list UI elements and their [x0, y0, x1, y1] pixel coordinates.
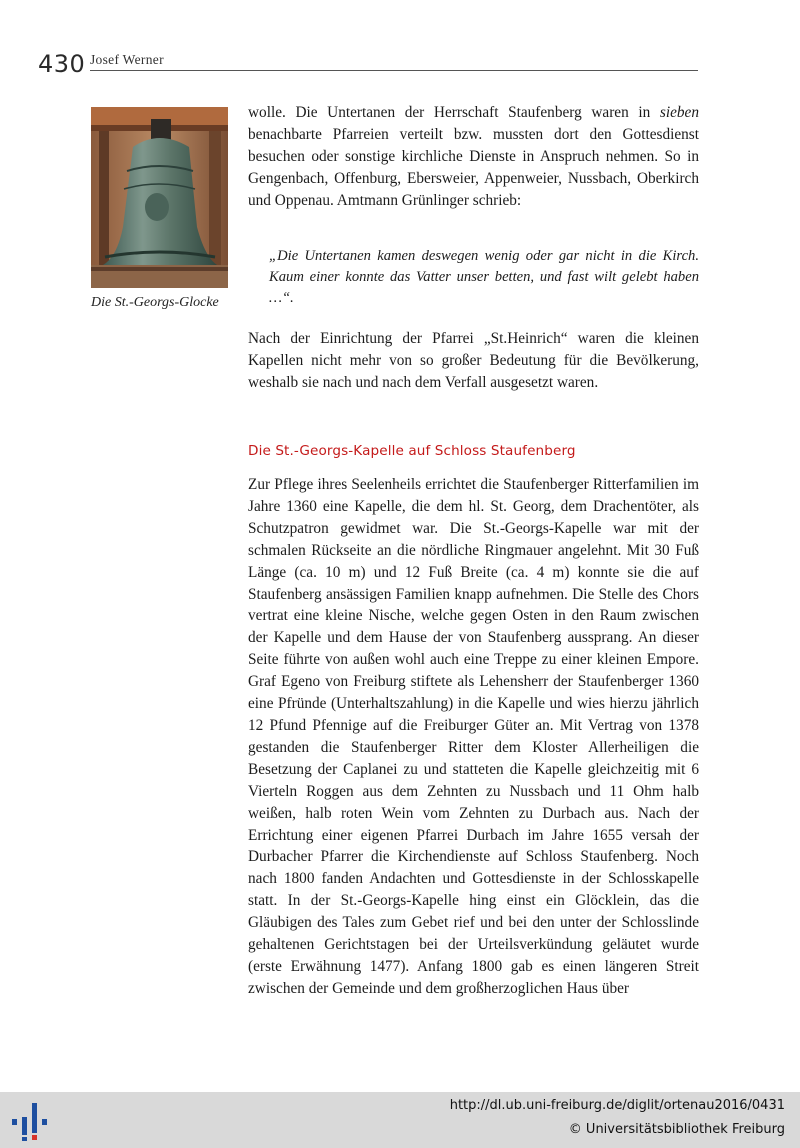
paragraph-intro-part1: wolle. Die Untertanen der Herrschaft Staufenberg waren in [248, 104, 660, 121]
paragraph-kapelle: Zur Pflege ihres Seelenheils errichtet die Staufenberger Ritterfamilien im Jahre 1360 eine Kapelle, die dem hl. St. Georg, dem Drachentöter, als Schutzpatron gewidmet war. Die St.-Georgs-Kapelle war mit der schmalen Rückseite an die nördliche Ringmauer angelehnt. Mit 30 Fuß Länge (ca. 10 m) und 12 Fuß Breite (ca. 4 m) konnte sie die auf Staufenberg ansässigen Familien knapp aufnehmen. Die Stelle des Chors vertrat eine kleine Nische, welche gegen Osten in den Raum zwischen der Kapelle und dem Hause der von Staufenberg aussprang. An dieser Seite führte von außen wohl auch eine Treppe zu einer kleinen Empore. Graf Egeno von Freiburg stiftete als Lehensherr der Staufenberger 1360 eine Pfründe (Unterhaltszahlung) in die Kapelle und wies hierzu jährlich 12 Pfund Pfennige auf die Freiburger Güter an. Mit Vertrag von 1378 gestanden die Staufenberger Ritter dem Kloster Allerheiligen die Besetzung der Caplanei zu und statteten die Kapelle gleichzeitig mit 6 Vierteln Roggen aus dem Zehnten zu Nussbach und 11 Ohm halb weißen, halb roten Wein vom Zehnten zu Durbach aus. Nach der Errichtung einer eigenen Pfarrei Durbach im Jahre 1655 versah der Durbacher Pfarrer die Kirchendienste auf Schloss Staufenberg. Noch nach 1800 fanden Andachten und Gottesdienste in der Schlosskapelle statt. In der St.-Georgs-Kapelle hing einst ein Glöcklein, das die Gläubigen des Tales zum Gebet rief und bei den unter der Schlosslinde gehaltenen Gerichtstagen bei der Urteilsverkündung geläutet wurde (erste Erwähnung 1477). Anfang 1800 gab es einen längeren Streit zwischen der Gemeinde und dem großherzoglichen Haus über [248, 476, 699, 997]
library-logo-icon [8, 1099, 52, 1143]
page-number: 430 [38, 50, 86, 78]
paragraph-intro-part2: benachbarte Pfarreien verteilt bzw. mussten dort den Gottesdienst besuchen oder sonstige kirchliche Dienste in Anspruch nehmen. So in Gengenbach, Offenburg, Ebersweier, Appenweier, Nussbach, Oberkirch und Oppenau. Amtmann Grünlinger schrieb: [248, 125, 699, 209]
paragraph-intro-emphasis: sieben [659, 104, 699, 121]
footer-bar [0, 1092, 800, 1148]
figure-caption: Die St.-Georgs-Glocke [91, 295, 219, 310]
block-quote: „Die Untertanen kamen deswegen wenig oder gar nicht in die Kirch. Kaum einer konnte das Vatter unser betten, und fast wilt gelebt haben …“. [269, 248, 699, 307]
footer-url-link[interactable]: http://dl.ub.uni-freiburg.de/diglit/ortenau2016/0431 [449, 1098, 785, 1113]
section-heading: Die St.-Georgs-Kapelle auf Schloss Staufenberg [248, 443, 576, 459]
paragraph-intro [248, 102, 699, 212]
bell-photo [91, 107, 228, 288]
footer-copyright: © Universitätsbibliothek Freiburg [568, 1122, 785, 1137]
header-rule [90, 70, 698, 71]
paragraph-pfarrei: Nach der Einrichtung der Pfarrei „St.Heinrich“ waren die kleinen Kapellen nicht mehr von so großer Bedeutung für die Bevölkerung, weshalb sie nach und nach dem Verfall ausgesetzt waren. [248, 330, 699, 391]
running-head: Josef Werner [90, 52, 164, 67]
